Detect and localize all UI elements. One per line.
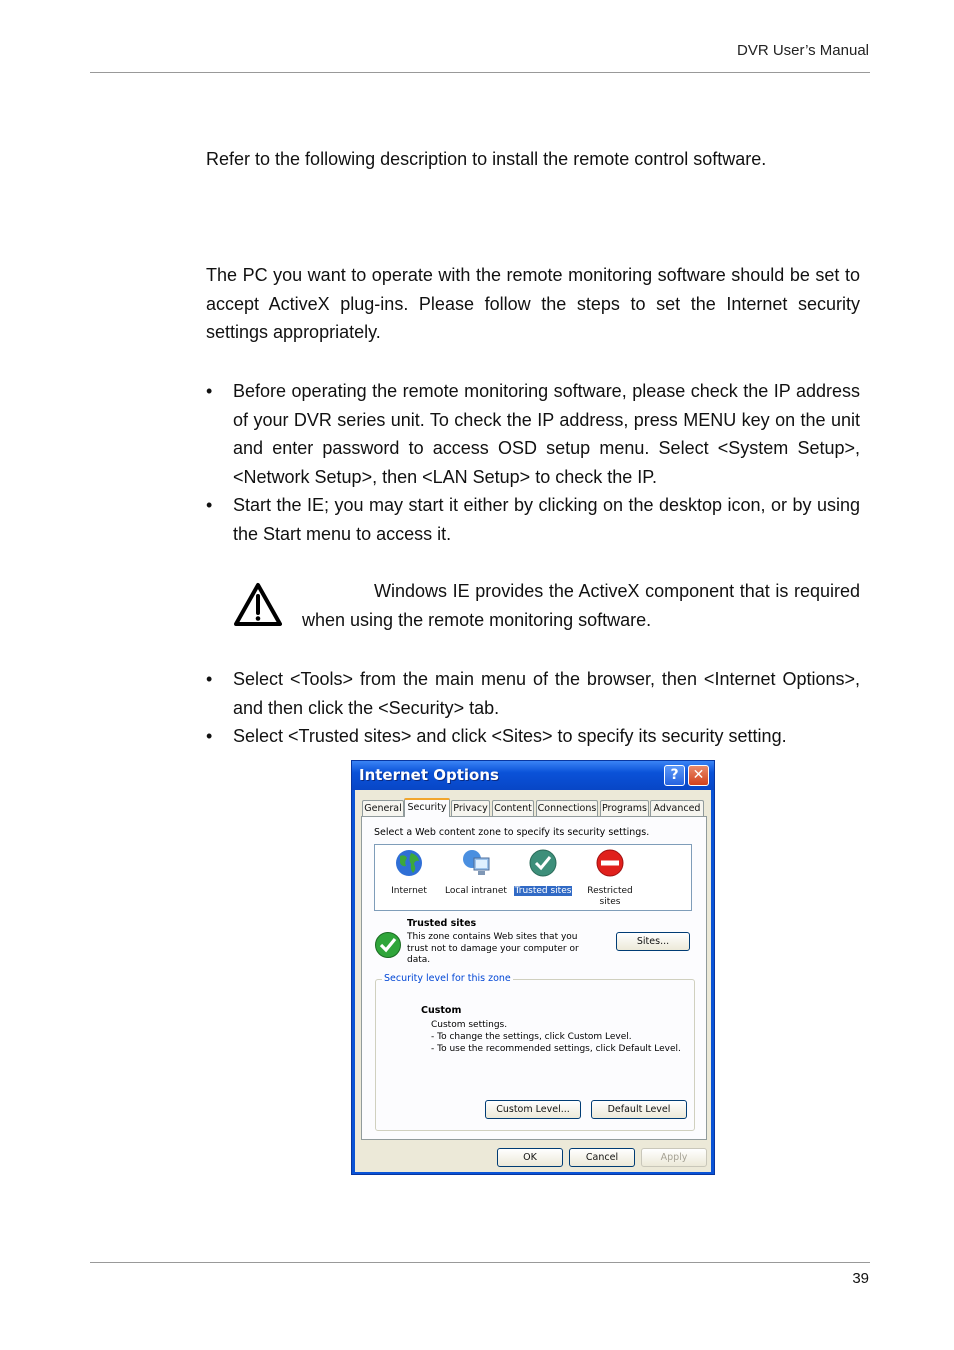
zone-title: Trusted sites [407, 918, 477, 929]
dialog-client [355, 790, 711, 1172]
zone-internet[interactable]: Internet [377, 848, 441, 897]
bullet-dot: • [206, 495, 213, 515]
tab-advanced[interactable]: Advanced [650, 800, 704, 816]
intro-paragraph: Refer to the following description to install the remote control software. [206, 149, 767, 169]
globe-icon [394, 848, 424, 878]
level-title: Custom [421, 1005, 462, 1016]
bullet-dot: • [206, 669, 213, 689]
zone-description: This zone contains Web sites that you trust not to damage your computer or data. [407, 932, 579, 965]
tab-privacy[interactable]: Privacy [451, 800, 490, 816]
zone-instruction: Select a Web content zone to specify its security settings. [374, 827, 650, 838]
warning-icon [234, 582, 282, 628]
cancel-button[interactable]: Cancel [569, 1148, 635, 1167]
bullet-list-2 [206, 665, 860, 751]
help-button[interactable]: ? [664, 765, 685, 786]
tab-security[interactable]: Security [404, 798, 450, 817]
computer-icon [461, 848, 491, 878]
bullet-dot: • [206, 381, 213, 401]
header-rule [90, 72, 870, 73]
footer-rule [90, 1262, 870, 1263]
note-text: Windows IE provides the ActiveX component that is required when using the remote monitoring software. [302, 581, 860, 630]
zone-list [374, 844, 692, 911]
close-button[interactable]: ✕ [688, 765, 709, 786]
dialog-titlebar [352, 761, 714, 790]
running-header: DVR User’s Manual [737, 42, 869, 59]
tab-connections[interactable]: Connections [536, 800, 598, 816]
tab-programs[interactable]: Programs [600, 800, 649, 816]
security-level-group [375, 973, 695, 1131]
zone-trusted-sites[interactable]: Trusted sites [511, 848, 575, 897]
level-description: Custom settings. - To change the settings, click Custom Level. - To use the recommended settings, click Default Level. [431, 1020, 681, 1054]
list-item: • Select <Trusted sites> and click <Sites> to specify its security setting. [206, 722, 860, 751]
security-level-label: Security level for this zone [384, 973, 511, 984]
sites-button[interactable]: Sites... [616, 932, 690, 951]
list-item: • Select <Tools> from the main menu of the browser, then <Internet Options>, and then click the <Security> tab. [206, 665, 860, 722]
bullet-dot: • [206, 726, 213, 746]
trusted-check-icon [528, 848, 558, 878]
zone-restricted-sites[interactable]: Restricted sites [578, 848, 642, 908]
dialog-title: Internet Options [359, 766, 499, 784]
list-item: • Before operating the remote monitoring software, please check the IP address of your DVR series unit. To check the IP address, press MENU key on the unit and enter password to access OSD setup menu. Select <System Setup>, <Network Setup>, then <LAN Setup> to check the IP. [206, 377, 860, 491]
tab-content[interactable]: Content [492, 800, 534, 816]
bullet-list-1 [206, 377, 860, 548]
zone-local-intranet[interactable]: Local intranet [444, 848, 508, 897]
internet-options-dialog [351, 760, 715, 1175]
ok-button[interactable]: OK [497, 1148, 563, 1167]
page-number: 39 [852, 1270, 869, 1287]
list-item: • Start the IE; you may start it either by clicking on the desktop icon, or by using the Start menu to access it. [206, 491, 860, 548]
security-panel [361, 816, 707, 1140]
trusted-zone-check-icon [374, 931, 402, 959]
default-level-button[interactable]: Default Level [591, 1100, 687, 1119]
tab-general[interactable]: General [362, 800, 404, 816]
restricted-icon [595, 848, 625, 878]
apply-button[interactable]: Apply [641, 1148, 707, 1167]
custom-level-button[interactable]: Custom Level... [485, 1100, 581, 1119]
activex-paragraph: The PC you want to operate with the remote monitoring software should be set to accept ActiveX plug-ins. Please follow the steps to set the Internet security settings appropriately. [206, 265, 860, 342]
